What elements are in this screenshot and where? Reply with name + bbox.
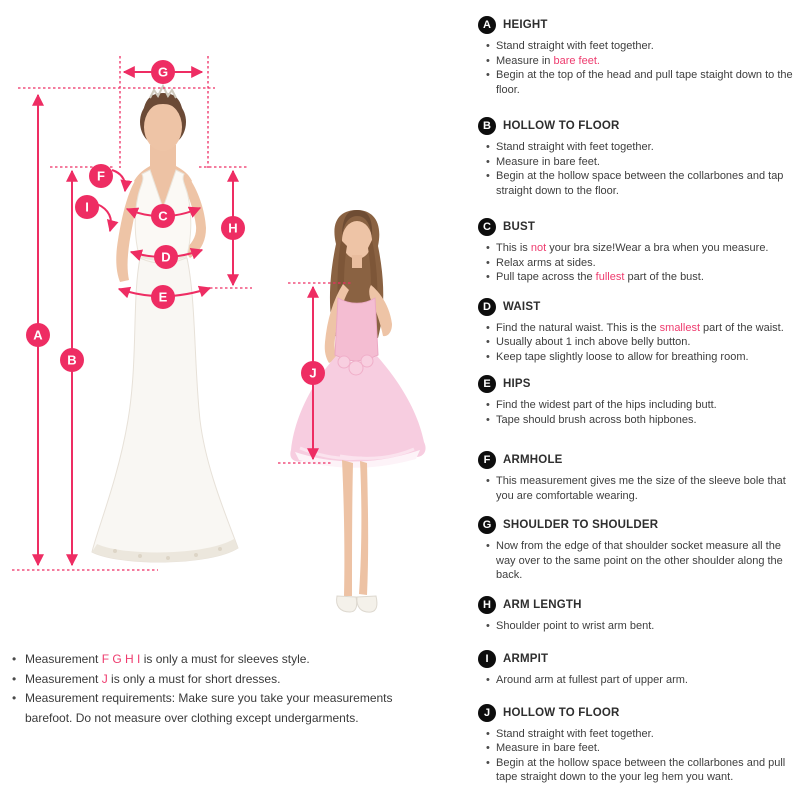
section-title: SHOULDER TO SHOULDER (503, 519, 659, 531)
section-header (478, 375, 794, 393)
section-header (478, 218, 794, 236)
bullet-item (486, 54, 794, 69)
section-header (478, 704, 794, 722)
highlight-text: bare feet. (553, 54, 600, 67)
diagram-label-e (151, 285, 175, 309)
bullet-list (478, 673, 794, 688)
bullet-item (486, 335, 794, 350)
bullet-item (486, 140, 794, 155)
diagram-svg (0, 0, 470, 650)
label-letter-h: H (228, 220, 238, 236)
instruction-section (478, 516, 794, 583)
letter-badge: E (478, 375, 496, 393)
text-segment: Begin at the hollow space between the collarbones and tap straight down to the floor. (496, 170, 784, 197)
note-item (12, 650, 414, 670)
text-segment: Tape should brush across both hipbones. (496, 413, 697, 426)
notes-list (12, 650, 414, 728)
shoe-left (337, 596, 357, 612)
text-segment: Measurement requirements: Make sure you take your measurements barefoot. Do not measure over clothing except undergarments. (25, 691, 393, 725)
bullet-list (478, 241, 794, 285)
bullet-item (486, 270, 794, 285)
highlight-text: not (530, 242, 547, 254)
bullet-item (486, 741, 794, 756)
text-segment: Stand straight with feet together. (496, 141, 654, 153)
text-segment: Stand straight with feet together. (496, 40, 654, 52)
section-title: HEIGHT (503, 19, 548, 31)
diagram-label-b (60, 348, 84, 372)
instruction-section (478, 650, 794, 688)
label-letter-e: E (158, 289, 168, 305)
instruction-section (478, 451, 794, 503)
section-header (478, 451, 794, 469)
shoe-right (357, 596, 377, 612)
bullet-item (486, 727, 794, 742)
bullet-list (478, 398, 794, 427)
section-header (478, 650, 794, 668)
bullet-list (478, 39, 794, 97)
instruction-section (478, 16, 794, 97)
instruction-section (478, 117, 794, 198)
section-title: WAIST (503, 300, 541, 313)
letter-badge: A (478, 16, 496, 34)
bullet-item (486, 474, 794, 503)
label-letter-g: G (157, 64, 169, 80)
bullet-list (478, 474, 794, 503)
label-letter-b: B (67, 352, 77, 368)
bullet-list (478, 619, 794, 634)
text-segment: Measure in (496, 54, 554, 67)
label-letter-d: D (161, 249, 171, 265)
text-segment: is only a must for sleeves style. (140, 652, 310, 666)
text-segment: part of the bust. (624, 271, 704, 283)
letter-badge: J (478, 704, 496, 722)
armhole-arrow (112, 170, 125, 191)
diagram-label-c (151, 204, 175, 228)
highlight-text: smallest (659, 321, 700, 334)
label-letter-i: I (85, 199, 89, 215)
diagram-label-g (151, 60, 175, 84)
bullet-item (486, 68, 794, 97)
bullet-item (486, 241, 794, 256)
text-segment: Measure in bare feet. (496, 742, 600, 754)
text-segment: Find the widest part of the hips including butt. (496, 399, 717, 411)
section-title: BUST (503, 221, 536, 233)
section-header (478, 298, 794, 316)
section-header (478, 516, 794, 534)
bullet-item (486, 673, 794, 688)
bullet-item (486, 350, 794, 365)
letter-badge: F (478, 451, 496, 469)
bullet-item (486, 256, 794, 271)
bullet-list (478, 727, 794, 785)
section-title: HIPS (503, 378, 531, 390)
instruction-section (478, 704, 794, 785)
bullet-item (486, 39, 794, 54)
letter-badge: H (478, 596, 496, 614)
diagram-label-a (26, 323, 50, 347)
letter-badge: B (478, 117, 496, 135)
label-letter-f: F (97, 168, 105, 184)
section-header (478, 16, 794, 34)
note-item (12, 670, 414, 690)
instruction-section (478, 375, 794, 427)
diagram-label-f (89, 164, 113, 188)
text-segment: This measurement gives me the size of the sleeve bole that you are comfortable wearing. (496, 475, 786, 502)
diagram-label-j (301, 361, 325, 385)
bullet-item (486, 756, 794, 785)
short-dress-figure-illustration (290, 210, 425, 612)
label-letter-c: C (158, 208, 168, 224)
section-title: HOLLOW TO FLOOR (503, 706, 620, 719)
note-item (12, 689, 414, 728)
instruction-section (478, 298, 794, 365)
instructions-list (478, 16, 794, 785)
text-segment: Now from the edge of that shoulder socket measure all the way over to the same point on the other shoulder along the back. (496, 540, 783, 581)
letter-badge: I (478, 650, 496, 668)
text-segment: Begin at the top of the head and pull tape staight down to the floor. (496, 69, 793, 96)
text-segment: Measurement (25, 652, 102, 666)
text-segment: Usually about 1 inch above belly button. (496, 336, 691, 348)
section-title: ARMHOLE (503, 454, 563, 466)
measurement-diagram (0, 0, 470, 650)
highlight-text: J (101, 671, 108, 686)
bullet-list (478, 140, 794, 198)
text-segment: Shoulder point to wrist arm bent. (496, 619, 655, 632)
highlight-text: fullest (595, 271, 625, 283)
bullet-item (486, 619, 794, 634)
section-title: ARM LENGTH (503, 598, 582, 611)
highlight-text: F G H I (101, 652, 141, 666)
letter-badge: G (478, 516, 496, 534)
instruction-section (478, 218, 794, 285)
text-segment: is only a must for short dresses. (107, 671, 281, 686)
armpit-arrow (97, 204, 111, 231)
text-segment: your bra size!Wear a bra when you measure. (546, 242, 769, 254)
diagram-label-h (221, 216, 245, 240)
text-segment: Measure in bare feet. (496, 155, 600, 168)
letter-badge: D (478, 298, 496, 316)
text-segment: Begin at the hollow space between the collarbones and pull tape straight down to the your leg hem you want. (496, 756, 786, 783)
section-header (478, 117, 794, 135)
label-letter-j: J (309, 365, 317, 381)
bride-figure-illustration (92, 86, 238, 562)
bullet-item (486, 169, 794, 198)
letter-badge: C (478, 218, 496, 236)
text-segment: Relax arms at sides. (496, 256, 596, 269)
section-title: ARMPIT (503, 653, 549, 665)
section-header (478, 596, 794, 614)
text-segment: Measurement (25, 671, 102, 686)
bullet-item (486, 155, 794, 170)
text-segment: part of the waist. (700, 321, 784, 334)
bullet-list (478, 539, 794, 583)
text-segment: Pull tape across the (496, 271, 596, 283)
text-segment: Stand straight with feet together. (496, 727, 654, 740)
bullet-item (486, 321, 794, 336)
bullet-item (486, 413, 794, 428)
bullet-list (478, 321, 794, 365)
text-segment: This is (496, 242, 531, 254)
bullet-item (486, 539, 794, 583)
text-segment: Find the natural waist. This is the (496, 321, 660, 334)
diagram-label-d (154, 245, 178, 269)
label-letter-a: A (33, 327, 43, 343)
text-segment: Around arm at fullest part of upper arm. (496, 674, 688, 686)
text-segment: Keep tape slightly loose to allow for breathing room. (496, 350, 749, 363)
instruction-section (478, 596, 794, 634)
section-title: HOLLOW TO FLOOR (503, 120, 620, 132)
diagram-label-i (75, 195, 99, 219)
bullet-item (486, 398, 794, 413)
